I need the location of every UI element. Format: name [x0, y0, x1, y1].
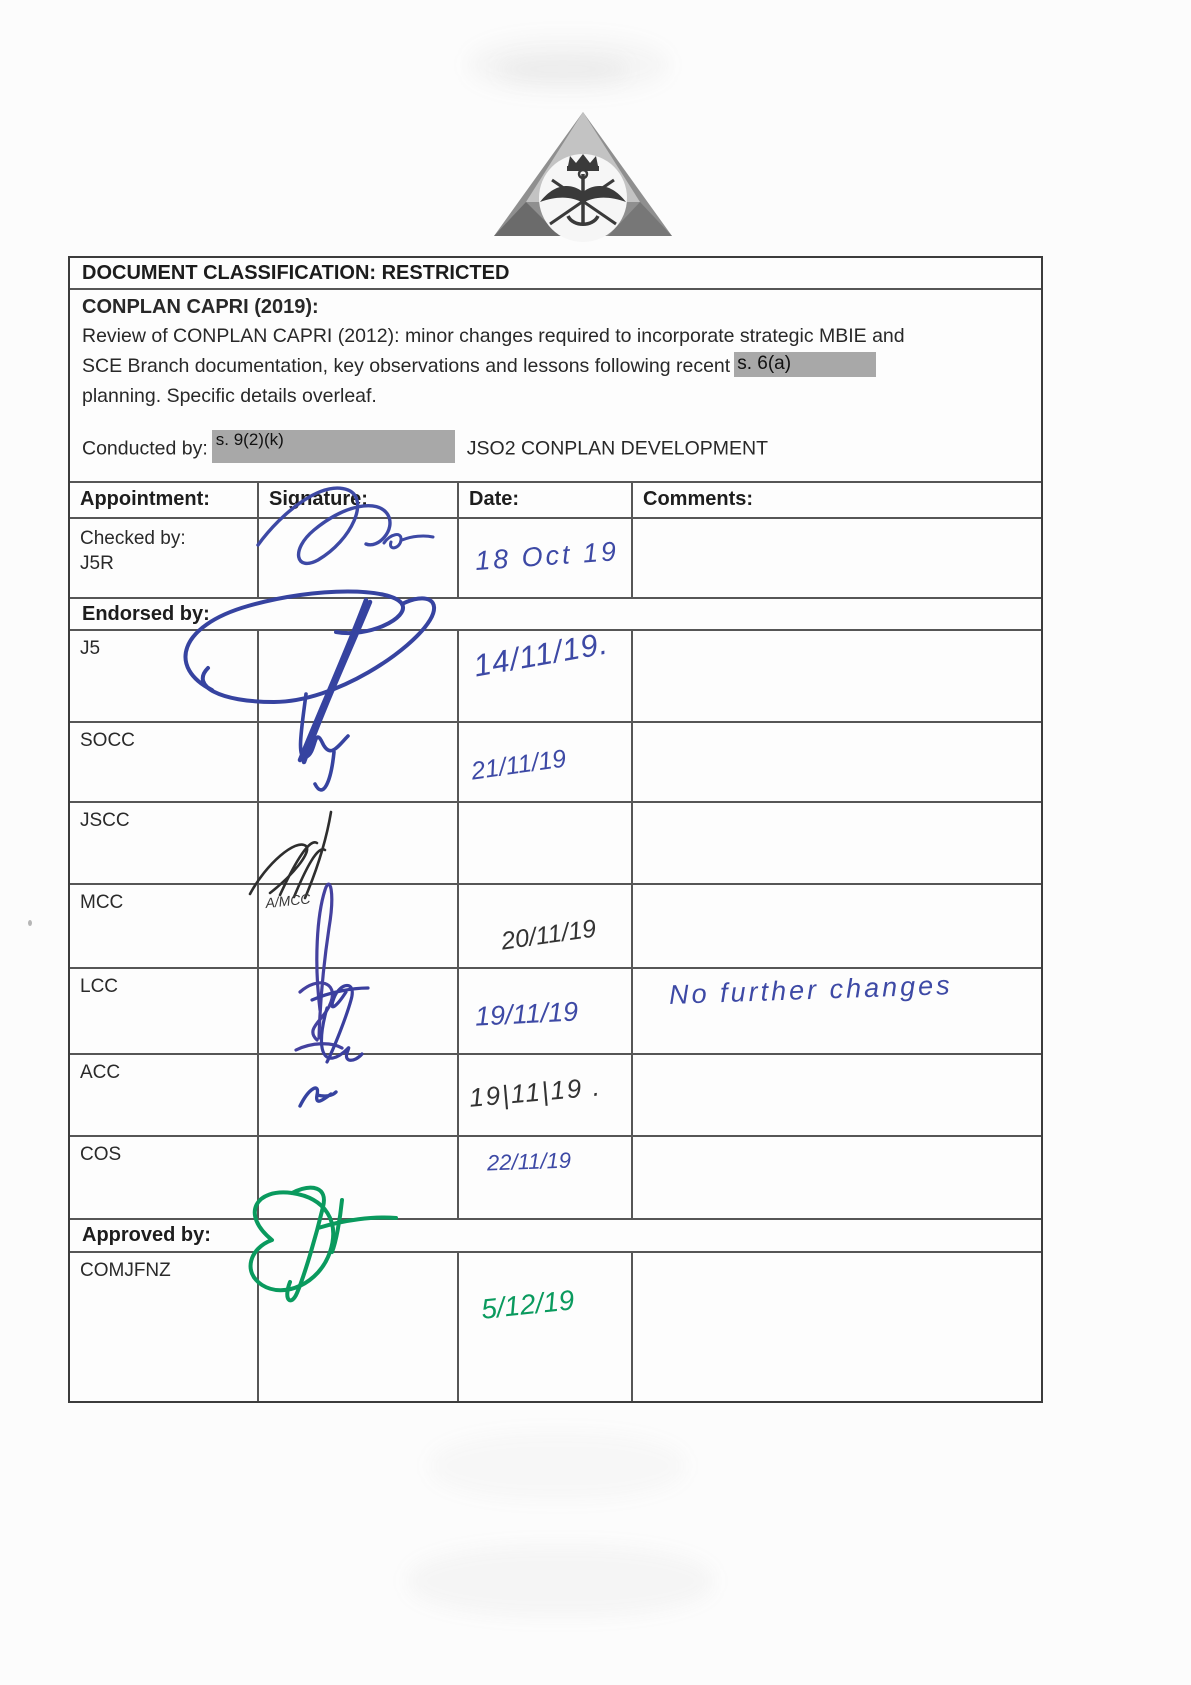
- date-cell-j5: [459, 625, 633, 721]
- header-signature: Signature:: [259, 483, 459, 517]
- defence-force-triangle-emblem-icon: [488, 110, 678, 242]
- header-comments: Comments:: [643, 488, 754, 510]
- redaction-s92k-label: s. 9(2)(k): [215, 430, 284, 449]
- scan-smudge-bottom-1: [430, 1432, 685, 1500]
- date-cell-lcc: [459, 969, 633, 1053]
- header-date: Date:: [459, 483, 633, 517]
- summary-line-3: planning. Specific details overleaf.: [82, 385, 377, 407]
- comments-cell-mcc: [633, 885, 1041, 967]
- handwritten-date-socc: 21/11/19: [469, 744, 568, 786]
- summary-line-2-text: SCE Branch documentation, key observations and lessons following recent: [82, 355, 731, 377]
- signature-cell-j5r: [259, 519, 459, 597]
- table-row-acc: [70, 1055, 1041, 1137]
- table-row-lcc: [70, 969, 1041, 1055]
- appointment-jscc: JSCC: [70, 803, 259, 883]
- summary-paragraph: [82, 321, 1029, 411]
- comments-cell-socc: [633, 723, 1041, 801]
- header-appointment: Appointment:: [70, 483, 259, 517]
- signature-cell-jscc: [259, 803, 459, 883]
- table-row-checked-by-j5r: [70, 519, 1041, 599]
- signature-cell-mcc: [259, 885, 459, 967]
- signature-cell-acc: [259, 1055, 459, 1135]
- summary-line-2: [82, 351, 1029, 381]
- summary-cell: [70, 290, 1041, 483]
- table-row-socc: [70, 723, 1041, 803]
- scan-smudge-top-inner: [498, 56, 628, 82]
- table-row-jscc: [70, 803, 1041, 885]
- date-cell-comjfnz: [459, 1253, 633, 1401]
- summary-line-1: Review of CONPLAN CAPRI (2012): minor changes required to incorporate strategic MBIE and: [82, 325, 905, 347]
- checked-by-label: Checked by:: [80, 528, 186, 549]
- date-cell-acc: [459, 1055, 633, 1135]
- handwritten-date-acc: 19|11|19 .: [467, 1071, 603, 1113]
- appointment-checked-by: [70, 519, 259, 597]
- scan-dot: [28, 920, 32, 926]
- signature-cell-lcc: [259, 969, 459, 1053]
- classification-text: DOCUMENT CLASSIFICATION: RESTRICTED: [82, 262, 510, 284]
- date-cell-j5r: [459, 519, 633, 597]
- comments-cell-comjfnz: [633, 1253, 1041, 1401]
- signature-cell-socc: [259, 723, 459, 801]
- section-bar-endorsed-by: Endorsed by:: [70, 599, 1041, 631]
- handwritten-date-j5: 14/11/19.: [470, 625, 611, 684]
- signature-cell-cos: [259, 1137, 459, 1218]
- handwritten-date-j5r: 18 Oct 19: [474, 536, 620, 576]
- section-bar-approved-by: Approved by:: [70, 1220, 1041, 1253]
- appointment-comjfnz: COMJFNZ: [70, 1253, 259, 1401]
- document-title: CONPLAN CAPRI (2019):: [82, 296, 319, 318]
- document-table: [68, 256, 1043, 1403]
- defence-emblem-logo: [488, 110, 678, 242]
- date-cell-cos: [459, 1137, 633, 1218]
- handwritten-date-cos: 22/11/19: [486, 1147, 572, 1176]
- appointment-lcc: LCC: [70, 969, 259, 1053]
- comments-cell-acc: [633, 1055, 1041, 1135]
- table-row-j5: [70, 625, 1041, 723]
- redaction-s6a: [734, 352, 876, 377]
- comments-cell-cos: [633, 1137, 1041, 1218]
- scan-smudge-bottom-2: [408, 1545, 713, 1617]
- comments-cell-lcc: [633, 969, 1041, 1053]
- table-row-comjfnz: [70, 1253, 1041, 1401]
- checked-by-role: J5R: [80, 553, 114, 574]
- conducted-by-line: [82, 430, 1029, 466]
- signature-cell-j5: [259, 631, 459, 721]
- appointment-acc: ACC: [70, 1055, 259, 1135]
- table-header-row: [70, 483, 1041, 519]
- date-cell-socc: [459, 723, 633, 801]
- signature-note-amcc: A/MCC: [264, 890, 312, 911]
- conducted-by-label: Conducted by:: [82, 437, 208, 460]
- handwritten-comment-lcc: No further changes: [668, 970, 954, 1010]
- table-row-mcc: [70, 885, 1041, 969]
- comments-cell-j5r: [633, 519, 1041, 597]
- date-cell-mcc: [459, 885, 633, 967]
- redaction-s92k: [212, 430, 455, 463]
- handwritten-date-comjfnz: 5/12/19: [479, 1284, 576, 1325]
- handwritten-date-mcc: 20/11/19: [499, 914, 598, 956]
- signature-cell-comjfnz: [259, 1253, 459, 1401]
- appointment-mcc: MCC: [70, 885, 259, 967]
- table-row-cos: [70, 1137, 1041, 1220]
- redaction-s6a-label: s. 6(a): [737, 353, 792, 374]
- appointment-j5: J5: [70, 631, 259, 721]
- handwritten-date-lcc: 19/11/19: [474, 996, 579, 1032]
- classification-banner: [70, 258, 1041, 290]
- appointment-socc: SOCC: [70, 723, 259, 801]
- comments-cell-jscc: [633, 803, 1041, 883]
- comments-cell-j5: [633, 631, 1041, 721]
- date-cell-jscc: [459, 803, 633, 883]
- conducted-by-value: JSO2 CONPLAN DEVELOPMENT: [466, 437, 769, 460]
- appointment-cos: COS: [70, 1137, 259, 1218]
